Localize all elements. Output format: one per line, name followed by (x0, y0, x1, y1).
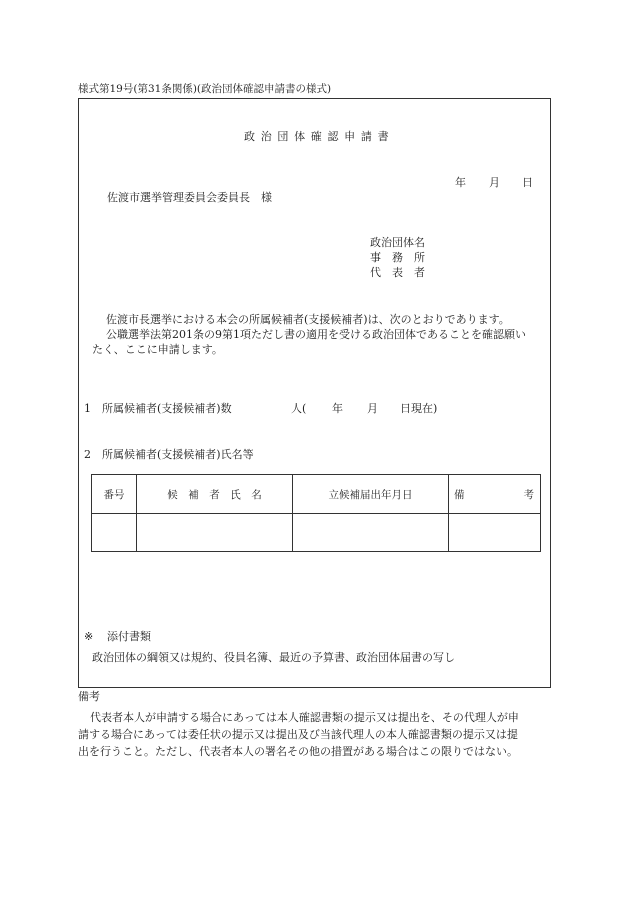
attachments-text: 政治団体の綱領又は規約、役員名簿、最近の予算書、政治団体届書の写し (92, 651, 455, 664)
applicant-org-name-label: 政治団体名 (370, 236, 425, 249)
item-1-month: 月 (367, 402, 378, 415)
item-2-label: 2 所属候補者(支援候補者)氏名等 (84, 448, 254, 461)
item-1-persons: 人( (291, 402, 307, 415)
attachments-mark: ※ (84, 630, 94, 643)
remarks-line-3: 出を行うこと。ただし、代表者本人の署名その他の措置がある場合はこの限りではない。 (78, 745, 518, 758)
remarks-line-1: 代表者本人が申請する場合にあっては本人確認書類の提示又は提出を、その代理人が申 (90, 711, 519, 724)
application-form-frame (78, 98, 551, 688)
date-year-label: 年 (455, 176, 466, 189)
cell-number[interactable] (92, 514, 137, 552)
date-day-label: 日 (522, 176, 533, 189)
table-header-row (92, 475, 541, 514)
item-1-as-of: 日現在) (400, 402, 438, 415)
body-line-2: 公職選挙法第201条の9第1項ただし書の適用を受ける政治団体であることを確認願い (106, 328, 526, 341)
header-number: 番号 (92, 475, 137, 514)
cell-remarks[interactable] (449, 514, 541, 552)
remarks-line-2: 請する場合にあっては委任状の提示又は提出及び当該代理人の本人確認書類の提示又は提 (78, 728, 518, 741)
header-filing-date: 立候補届出年月日 (293, 475, 449, 514)
header-candidate-name: 候 補 者 氏 名 (137, 475, 293, 514)
date-month-label: 月 (489, 176, 500, 189)
attachments-title: 添付書類 (107, 630, 151, 643)
applicant-representative-label: 代 表 者 (370, 266, 425, 279)
cell-filing-date[interactable] (293, 514, 449, 552)
cell-candidate-name[interactable] (137, 514, 293, 552)
item-1-year: 年 (332, 402, 343, 415)
header-remarks-char-2: 考 (523, 488, 534, 501)
body-line-1: 佐渡市長選挙における本会の所属候補者(支援候補者)は、次のとおりであります。 (106, 313, 510, 326)
document-title: 政 治 団 体 確 認 申 請 書 (244, 130, 390, 143)
header-remarks-char-1: 備 (454, 488, 465, 501)
header-remarks (449, 475, 541, 514)
table-row (92, 514, 541, 552)
body-line-3: たく、ここに申請します。 (92, 343, 223, 356)
item-1-label: 1 所属候補者(支援候補者)数 (84, 402, 232, 415)
remarks-title: 備考 (78, 690, 100, 703)
form-label: 様式第19号(第31条関係)(政治団体確認申請書の様式) (78, 83, 332, 95)
addressee: 佐渡市選挙管理委員会委員長 様 (107, 191, 272, 204)
candidate-table (91, 474, 541, 552)
applicant-office-label: 事 務 所 (370, 251, 425, 264)
